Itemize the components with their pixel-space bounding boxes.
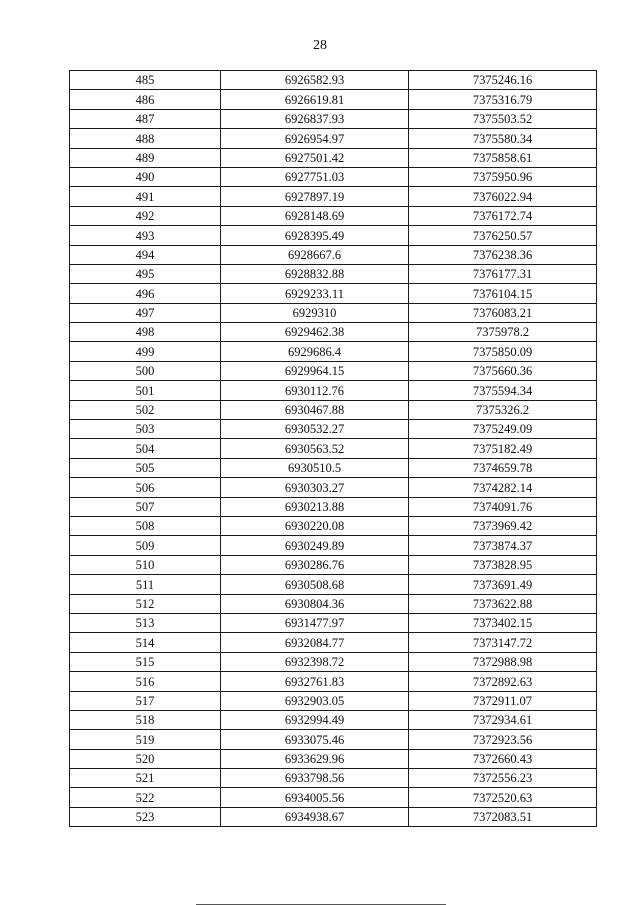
x-coordinate-cell: 6927751.03	[221, 167, 409, 186]
table-row	[70, 594, 597, 613]
y-coordinate-cell: 7373691.49	[409, 575, 597, 594]
x-coordinate-cell: 6928148.69	[221, 206, 409, 225]
table-row	[70, 807, 597, 826]
y-coordinate-cell: 7375246.16	[409, 71, 597, 90]
point-number-cell: 506	[70, 478, 221, 497]
point-number-cell: 502	[70, 400, 221, 419]
x-coordinate-cell: 6929964.15	[221, 361, 409, 380]
x-coordinate-cell: 6926619.81	[221, 90, 409, 109]
point-number-cell: 519	[70, 730, 221, 749]
x-coordinate-cell: 6930563.52	[221, 439, 409, 458]
table-row	[70, 245, 597, 264]
table-row	[70, 381, 597, 400]
point-number-cell: 504	[70, 439, 221, 458]
table-row	[70, 710, 597, 729]
point-number-cell: 491	[70, 187, 221, 206]
table-row	[70, 555, 597, 574]
point-number-cell: 509	[70, 536, 221, 555]
point-number-cell: 493	[70, 226, 221, 245]
point-number-cell: 521	[70, 769, 221, 788]
y-coordinate-cell: 7373622.88	[409, 594, 597, 613]
point-number-cell: 495	[70, 264, 221, 283]
y-coordinate-cell: 7376177.31	[409, 264, 597, 283]
x-coordinate-cell: 6934005.56	[221, 788, 409, 807]
table-row	[70, 342, 597, 361]
point-number-cell: 507	[70, 497, 221, 516]
x-coordinate-cell: 6930249.89	[221, 536, 409, 555]
x-coordinate-cell: 6930220.08	[221, 516, 409, 535]
y-coordinate-cell: 7374282.14	[409, 478, 597, 497]
y-coordinate-cell: 7372988.98	[409, 652, 597, 671]
point-number-cell: 520	[70, 749, 221, 768]
table-row	[70, 187, 597, 206]
point-number-cell: 522	[70, 788, 221, 807]
x-coordinate-cell: 6927897.19	[221, 187, 409, 206]
y-coordinate-cell: 7372892.63	[409, 672, 597, 691]
y-coordinate-cell: 7373402.15	[409, 613, 597, 632]
point-number-cell: 499	[70, 342, 221, 361]
point-number-cell: 511	[70, 575, 221, 594]
y-coordinate-cell: 7375594.34	[409, 381, 597, 400]
table-row	[70, 361, 597, 380]
y-coordinate-cell: 7375316.79	[409, 90, 597, 109]
y-coordinate-cell: 7375858.61	[409, 148, 597, 167]
y-coordinate-cell: 7372934.61	[409, 710, 597, 729]
table-row	[70, 206, 597, 225]
point-number-cell: 508	[70, 516, 221, 535]
y-coordinate-cell: 7374091.76	[409, 497, 597, 516]
table-row	[70, 284, 597, 303]
point-number-cell: 489	[70, 148, 221, 167]
point-number-cell: 490	[70, 167, 221, 186]
table-row	[70, 400, 597, 419]
x-coordinate-cell: 6930213.88	[221, 497, 409, 516]
table-row	[70, 788, 597, 807]
table-body	[70, 71, 597, 827]
table-row	[70, 497, 597, 516]
point-number-cell: 510	[70, 555, 221, 574]
table-row	[70, 109, 597, 128]
table-row	[70, 167, 597, 186]
point-number-cell: 512	[70, 594, 221, 613]
table-row	[70, 458, 597, 477]
x-coordinate-cell: 6930112.76	[221, 381, 409, 400]
x-coordinate-cell: 6926954.97	[221, 129, 409, 148]
y-coordinate-cell: 7375978.2	[409, 323, 597, 342]
point-number-cell: 486	[70, 90, 221, 109]
x-coordinate-cell: 6929462.38	[221, 323, 409, 342]
table-row	[70, 613, 597, 632]
point-number-cell: 503	[70, 420, 221, 439]
y-coordinate-cell: 7375660.36	[409, 361, 597, 380]
point-number-cell: 523	[70, 807, 221, 826]
table-row	[70, 264, 597, 283]
x-coordinate-cell: 6927501.42	[221, 148, 409, 167]
y-coordinate-cell: 7376104.15	[409, 284, 597, 303]
point-number-cell: 496	[70, 284, 221, 303]
y-coordinate-cell: 7373874.37	[409, 536, 597, 555]
y-coordinate-cell: 7375182.49	[409, 439, 597, 458]
x-coordinate-cell: 6928395.49	[221, 226, 409, 245]
y-coordinate-cell: 7375326.2	[409, 400, 597, 419]
y-coordinate-cell: 7372923.56	[409, 730, 597, 749]
y-coordinate-cell: 7375249.09	[409, 420, 597, 439]
table-row	[70, 672, 597, 691]
y-coordinate-cell: 7375580.34	[409, 129, 597, 148]
y-coordinate-cell: 7373969.42	[409, 516, 597, 535]
x-coordinate-cell: 6932903.05	[221, 691, 409, 710]
point-number-cell: 515	[70, 652, 221, 671]
x-coordinate-cell: 6934938.67	[221, 807, 409, 826]
x-coordinate-cell: 6932761.83	[221, 672, 409, 691]
y-coordinate-cell: 7373147.72	[409, 633, 597, 652]
x-coordinate-cell: 6930467.88	[221, 400, 409, 419]
point-number-cell: 488	[70, 129, 221, 148]
point-number-cell: 498	[70, 323, 221, 342]
x-coordinate-cell: 6932994.49	[221, 710, 409, 729]
x-coordinate-cell: 6932398.72	[221, 652, 409, 671]
x-coordinate-cell: 6930286.76	[221, 555, 409, 574]
x-coordinate-cell: 6933075.46	[221, 730, 409, 749]
point-number-cell: 517	[70, 691, 221, 710]
point-number-cell: 497	[70, 303, 221, 322]
table-row	[70, 303, 597, 322]
x-coordinate-cell: 6930804.36	[221, 594, 409, 613]
table-row	[70, 536, 597, 555]
table-row	[70, 90, 597, 109]
table-row	[70, 730, 597, 749]
point-number-cell: 516	[70, 672, 221, 691]
y-coordinate-cell: 7376083.21	[409, 303, 597, 322]
y-coordinate-cell: 7376172.74	[409, 206, 597, 225]
x-coordinate-cell: 6930532.27	[221, 420, 409, 439]
table-row	[70, 652, 597, 671]
y-coordinate-cell: 7375850.09	[409, 342, 597, 361]
y-coordinate-cell: 7372911.07	[409, 691, 597, 710]
y-coordinate-cell: 7372520.63	[409, 788, 597, 807]
y-coordinate-cell: 7372660.43	[409, 749, 597, 768]
table-row	[70, 71, 597, 90]
table-row	[70, 769, 597, 788]
y-coordinate-cell: 7372083.51	[409, 807, 597, 826]
point-number-cell: 518	[70, 710, 221, 729]
table-row	[70, 323, 597, 342]
table-row	[70, 691, 597, 710]
x-coordinate-cell: 6929233.11	[221, 284, 409, 303]
x-coordinate-cell: 6930303.27	[221, 478, 409, 497]
coordinate-table	[69, 70, 597, 827]
point-number-cell: 487	[70, 109, 221, 128]
point-number-cell: 514	[70, 633, 221, 652]
x-coordinate-cell: 6933798.56	[221, 769, 409, 788]
x-coordinate-cell: 6928667.6	[221, 245, 409, 264]
x-coordinate-cell: 6926837.93	[221, 109, 409, 128]
table-row	[70, 129, 597, 148]
point-number-cell: 505	[70, 458, 221, 477]
x-coordinate-cell: 6926582.93	[221, 71, 409, 90]
point-number-cell: 500	[70, 361, 221, 380]
page-number: 28	[313, 38, 327, 53]
y-coordinate-cell: 7372556.23	[409, 769, 597, 788]
y-coordinate-cell: 7374659.78	[409, 458, 597, 477]
point-number-cell: 494	[70, 245, 221, 264]
table-row	[70, 148, 597, 167]
x-coordinate-cell: 6930510.5	[221, 458, 409, 477]
y-coordinate-cell: 7376238.36	[409, 245, 597, 264]
table-row	[70, 439, 597, 458]
point-number-cell: 485	[70, 71, 221, 90]
x-coordinate-cell: 6931477.97	[221, 613, 409, 632]
table-row	[70, 478, 597, 497]
point-number-cell: 492	[70, 206, 221, 225]
y-coordinate-cell: 7373828.95	[409, 555, 597, 574]
table-row	[70, 516, 597, 535]
y-coordinate-cell: 7376250.57	[409, 226, 597, 245]
y-coordinate-cell: 7375503.52	[409, 109, 597, 128]
table-row	[70, 420, 597, 439]
x-coordinate-cell: 6929310	[221, 303, 409, 322]
y-coordinate-cell: 7375950.96	[409, 167, 597, 186]
x-coordinate-cell: 6933629.96	[221, 749, 409, 768]
x-coordinate-cell: 6930508.68	[221, 575, 409, 594]
point-number-cell: 501	[70, 381, 221, 400]
x-coordinate-cell: 6929686.4	[221, 342, 409, 361]
x-coordinate-cell: 6932084.77	[221, 633, 409, 652]
y-coordinate-cell: 7376022.94	[409, 187, 597, 206]
x-coordinate-cell: 6928832.88	[221, 264, 409, 283]
table-row	[70, 226, 597, 245]
table-row	[70, 749, 597, 768]
table-row	[70, 575, 597, 594]
point-number-cell: 513	[70, 613, 221, 632]
table-row	[70, 633, 597, 652]
